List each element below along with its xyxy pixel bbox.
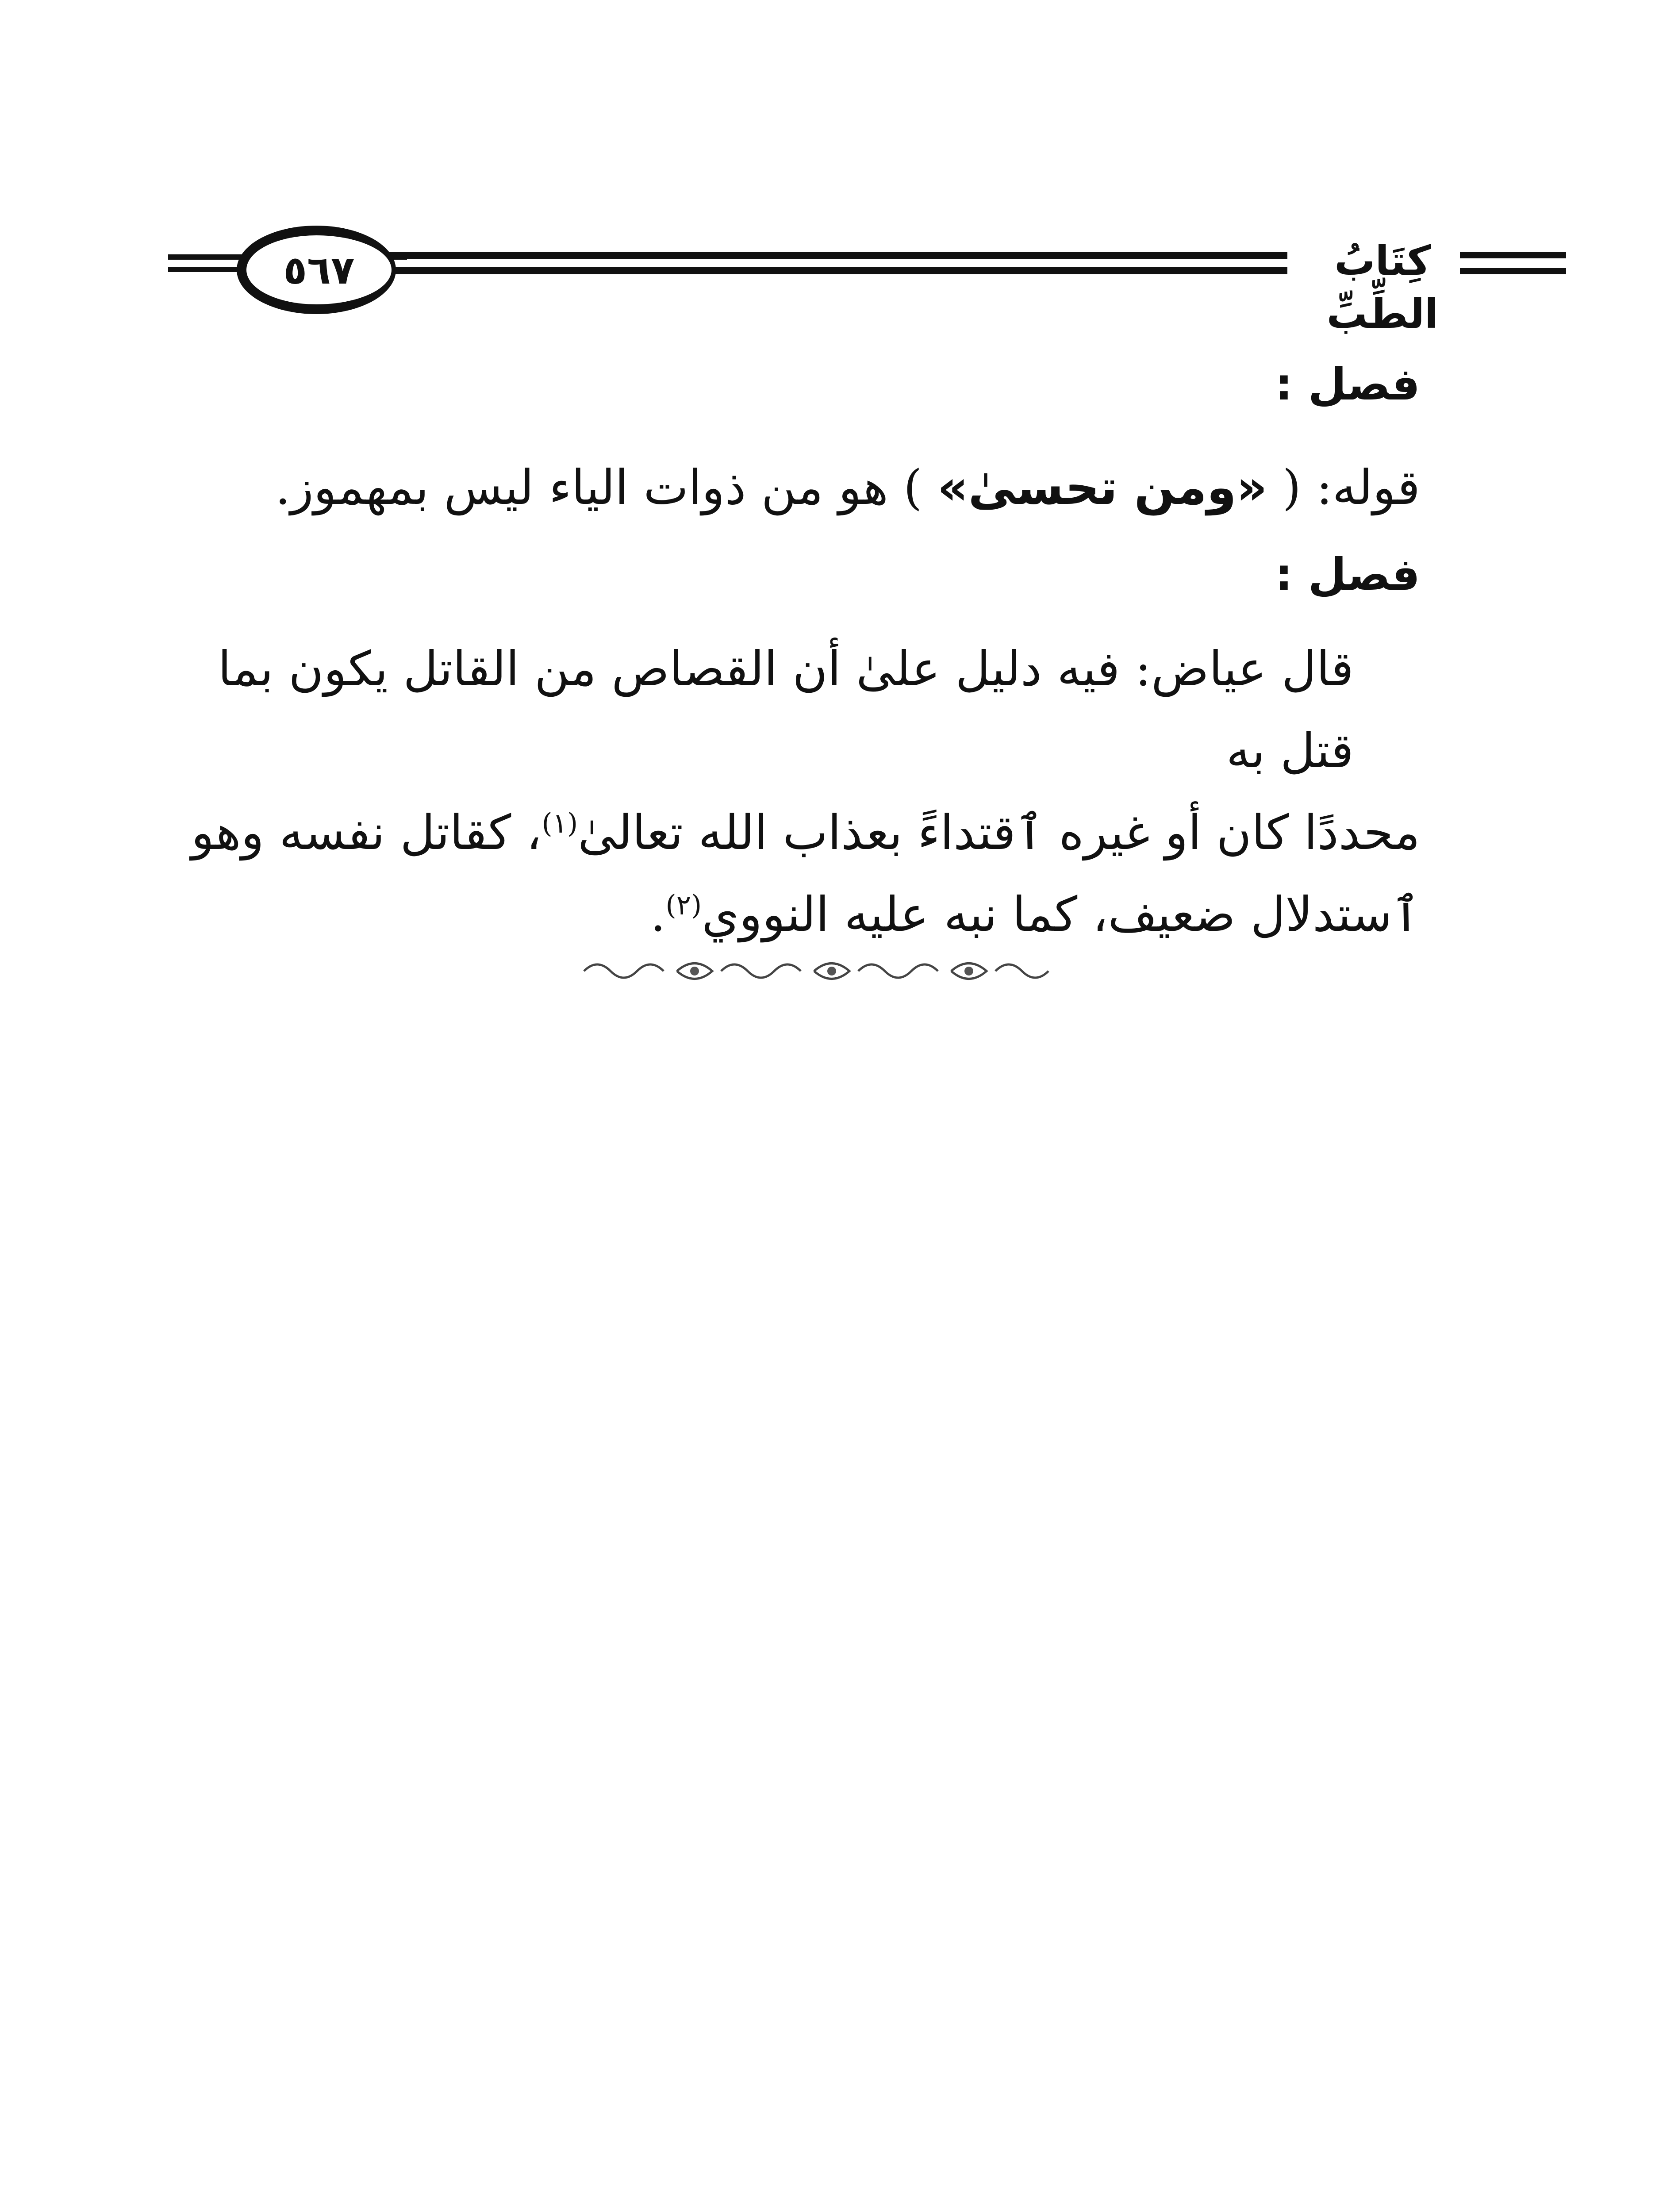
footnote-ref-1[interactable]: (١): [541, 807, 578, 839]
paragraph-1-quoted: «ومن تحسىٰ»: [937, 460, 1267, 515]
header-rule-middle: [389, 252, 1287, 275]
footnote-ref-2[interactable]: (٢): [665, 889, 702, 921]
section-heading-2: فصل :: [1275, 549, 1420, 600]
paragraph-2-line-3-period: .: [650, 887, 666, 942]
paragraph-2-line-3: [173, 874, 1420, 956]
paragraph-2-line-2: [173, 792, 1420, 874]
floral-divider-icon: [575, 953, 1062, 989]
header-rule-right: [1460, 252, 1566, 275]
paragraph-2-line-1: قال عياض: فيه دليل علىٰ أن القصاص من القاتل يكون بما قتل به: [218, 641, 1354, 779]
paragraph-2-line-2-tail: ، كقاتل نفسه وهو: [191, 805, 542, 860]
paragraph-1-suffix: ) هو من ذوات الياء ليس بمهموز.: [275, 460, 937, 515]
running-title: كِتَابُ الطِّبِّ: [1326, 237, 1439, 338]
page-number-frame: [237, 226, 396, 314]
page-header: [168, 208, 1504, 338]
paragraph-2-line-3-text: ٱستدلال ضعيف، كما نبه عليه النووي: [702, 887, 1420, 942]
section-heading-1: فصل :: [1275, 358, 1420, 410]
paragraph-1-prefix: قوله: (: [1267, 460, 1420, 515]
paragraph-1: [173, 447, 1420, 529]
paragraph-2-line-2-text: محددًا كان أو غيره ٱقتداءً بعذاب الله تعالىٰ: [578, 805, 1420, 860]
paragraph-2: [173, 628, 1420, 956]
page-number: ٥٦٧: [283, 247, 355, 293]
